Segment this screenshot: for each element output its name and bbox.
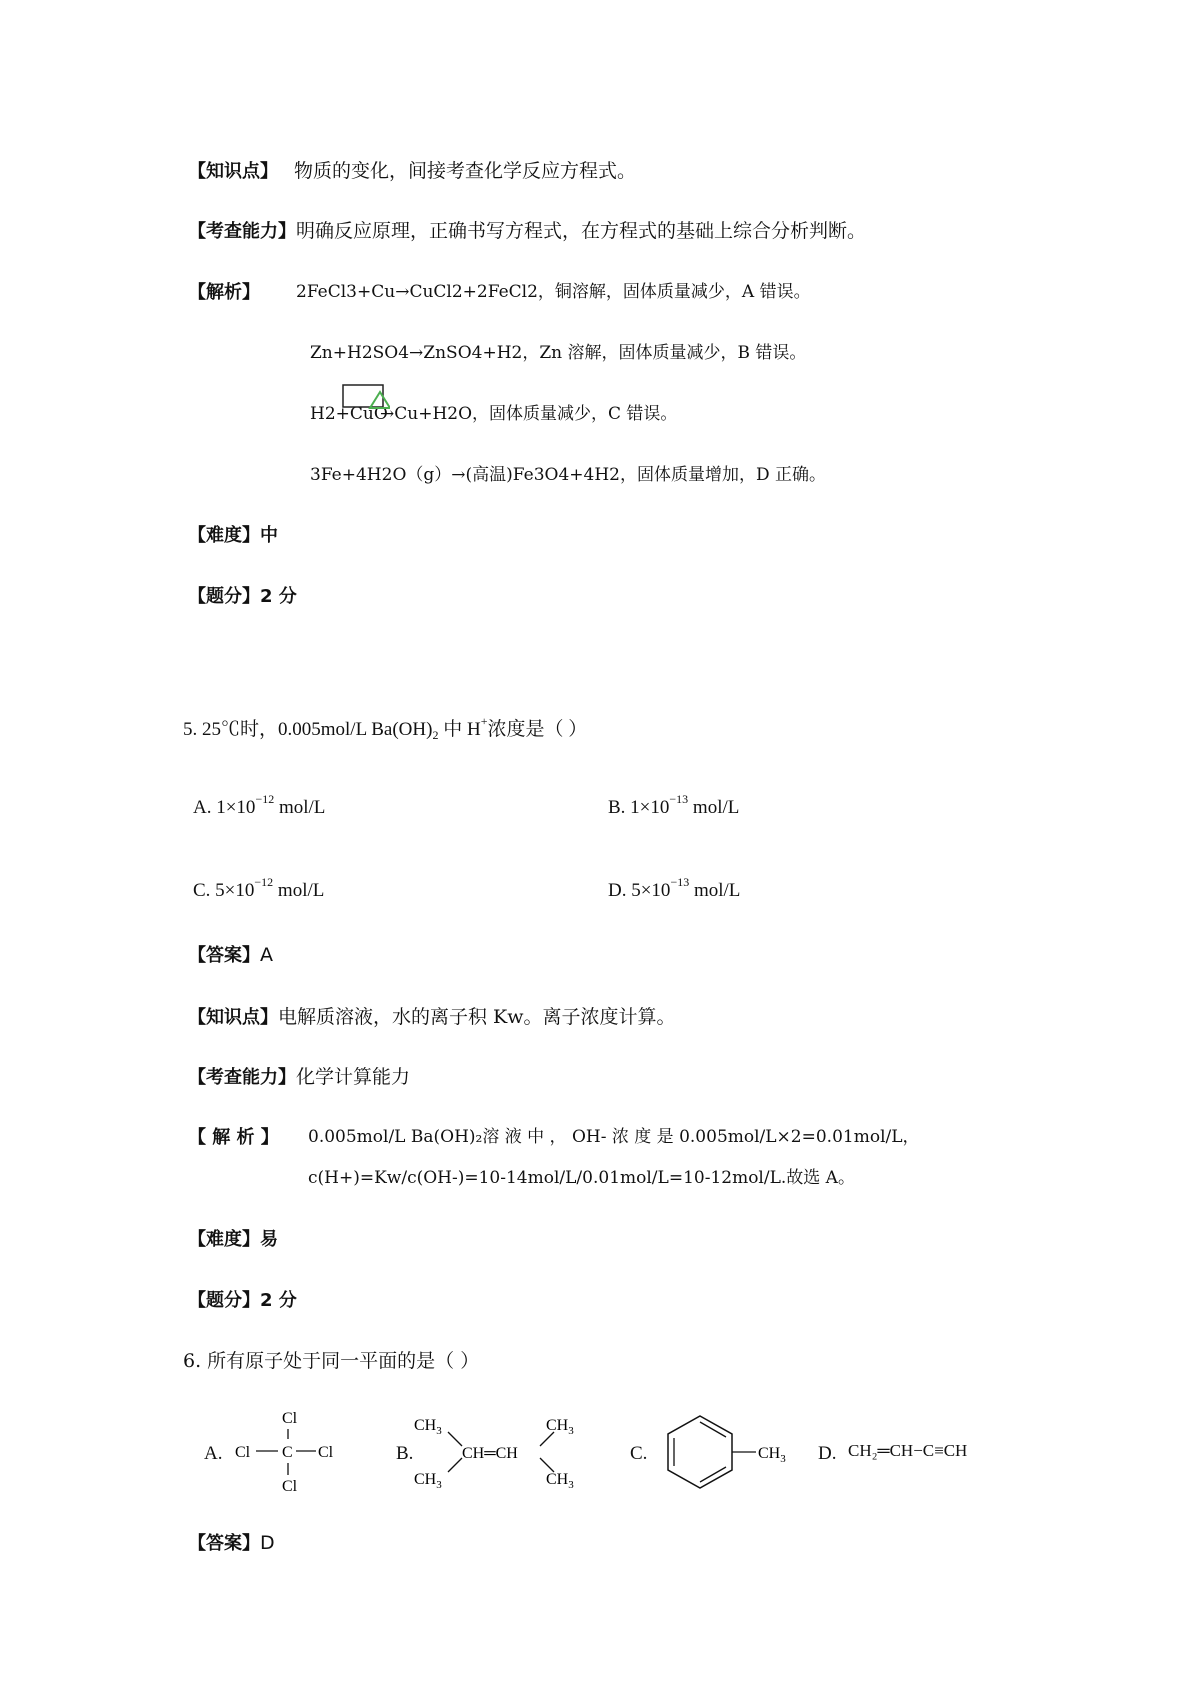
q4-ability-line <box>188 218 866 245</box>
q4-difficulty-line <box>188 522 278 549</box>
cl-top: Cl <box>282 1410 298 1427</box>
ch-eq-ch: CH═CH <box>462 1445 518 1462</box>
ch3-methyl: $CH_3$ <box>758 1445 786 1465</box>
q4-analysis-line-3b: →Cu+H2O，固体质量减少，C 错误。 <box>380 404 678 424</box>
ability-text: 明确反应原理，正确书写方程式，在方程式的基础上综合分析判断。 <box>296 220 867 242</box>
knowledge-tag: 【知识点】 <box>188 1007 278 1028</box>
q4-score-line <box>188 583 297 610</box>
q4-knowledge-line <box>188 158 636 185</box>
score-tag: 【题分】 <box>188 1290 260 1311</box>
q5-answer-line <box>188 942 273 969</box>
option-unit: mol/L <box>688 797 740 818</box>
score-tag: 【题分】 <box>188 586 260 607</box>
q6-option-a-structure <box>230 1405 340 1505</box>
q6-answer-line <box>188 1530 275 1557</box>
ability-tag: 【考查能力】 <box>188 221 296 242</box>
q6-option-c-label[interactable]: C. <box>630 1443 648 1464</box>
ch3-bottom-left: $CH_3$ <box>414 1471 442 1491</box>
ch3-top-left: $CH_3$ <box>414 1417 442 1437</box>
q5-score-line <box>188 1287 297 1314</box>
option-exp: −12 <box>255 792 275 806</box>
answer-tag: 【答案】 <box>188 1533 260 1554</box>
score-value: 2 分 <box>260 1290 297 1311</box>
q5-stem-sub: 2 <box>432 728 439 742</box>
q6-option-d-label[interactable]: D. <box>818 1443 837 1464</box>
option-exp: −12 <box>254 875 274 889</box>
q5-analysis-tag-line <box>188 1124 279 1151</box>
difficulty-tag: 【难度】 <box>188 1229 260 1250</box>
option-label: D. 5×10 <box>608 880 671 901</box>
cl-bottom: Cl <box>282 1478 298 1495</box>
difficulty-value: 易 <box>260 1229 278 1250</box>
c-center: C <box>282 1444 293 1461</box>
option-label: B. 1×10 <box>608 797 670 818</box>
q6-option-b-structure <box>410 1408 590 1498</box>
answer-tag: 【答案】 <box>188 945 260 966</box>
analysis-tag: 【解析】 <box>188 282 260 303</box>
ability-tag: 【考查能力】 <box>188 1067 296 1088</box>
q6-option-b-label[interactable]: B. <box>396 1443 414 1464</box>
q5-stem-mid: 中 H <box>438 719 481 740</box>
difficulty-tag: 【难度】 <box>188 525 260 546</box>
option-exp: −13 <box>669 792 689 806</box>
q5-stem-sup: + <box>480 714 488 728</box>
q6-stem: 6. 所有原子处于同一平面的是（ ） <box>183 1350 480 1372</box>
q5-option-d[interactable] <box>608 875 740 902</box>
option-label: C. 5×10 <box>193 880 255 901</box>
q6-option-c-structure <box>660 1412 810 1498</box>
q4-analysis-line-1: 2FeCl3+Cu→CuCl2+2FeCl2，铜溶解，固体质量减少，A 错误。 <box>296 282 811 302</box>
heating-triangle-icon <box>342 384 390 414</box>
q6-option-a-label[interactable]: A. <box>204 1443 223 1464</box>
ability-text: 化学计算能力 <box>296 1066 411 1088</box>
option-unit: mol/L <box>689 880 741 901</box>
option-unit: mol/L <box>273 880 325 901</box>
q5-difficulty-line <box>188 1226 278 1253</box>
knowledge-tag: 【知识点】 <box>188 161 278 182</box>
cl-left: Cl <box>235 1444 251 1461</box>
q5-analysis-line-1: 0.005mol/L Ba(OH)₂溶 液 中 ， OH- 浓 度 是 0.005mol/L×2=0.01mol/L， <box>308 1127 920 1147</box>
option-unit: mol/L <box>274 797 326 818</box>
q6-option-d-formula: CH₂═CH−C≡CH <box>848 1441 968 1460</box>
knowledge-text: 电解质溶液，水的离子积 Kw。离子浓度计算。 <box>278 1006 676 1028</box>
analysis-tag: 【 解 析 】 <box>188 1127 279 1148</box>
q5-analysis-line-2: c(H+)=Kw/c(OH-)=10-14mol/L/0.01mol/L=10-12mol/L.故选 A。 <box>308 1168 855 1188</box>
q4-analysis-tag-line <box>188 279 260 306</box>
q5-option-b[interactable] <box>608 792 739 819</box>
answer-value: D <box>260 1532 275 1554</box>
q5-stem-pre: 5. 25℃时，0.005mol/L Ba(OH) <box>183 719 433 740</box>
q5-stem-post: 浓度是（ ） <box>487 719 588 740</box>
difficulty-value: 中 <box>260 525 278 546</box>
ch3-bottom-right: $CH_3$ <box>546 1471 574 1491</box>
option-label: A. 1×10 <box>193 797 256 818</box>
q5-ability-line <box>188 1064 410 1091</box>
q4-analysis-line-3a: H2+CuO <box>310 404 388 424</box>
answer-value: A <box>260 944 273 966</box>
q5-option-c[interactable] <box>193 875 324 902</box>
knowledge-text: 物质的变化，间接考查化学反应方程式。 <box>294 160 637 182</box>
q4-analysis-line-2: Zn+H2SO4→ZnSO4+H2，Zn 溶解，固体质量减少，B 错误。 <box>310 343 807 363</box>
q4-analysis-line-4: 3Fe+4H2O（g）→(高温)Fe3O4+4H2，固体质量增加，D 正确。 <box>310 465 827 485</box>
option-exp: −13 <box>670 875 690 889</box>
ch3-top-right: $CH_3$ <box>546 1417 574 1437</box>
q5-stem <box>183 714 587 743</box>
q5-knowledge-line <box>188 1004 676 1031</box>
q5-option-a[interactable] <box>193 792 325 819</box>
cl-right: Cl <box>318 1444 334 1461</box>
score-value: 2 分 <box>260 586 297 607</box>
